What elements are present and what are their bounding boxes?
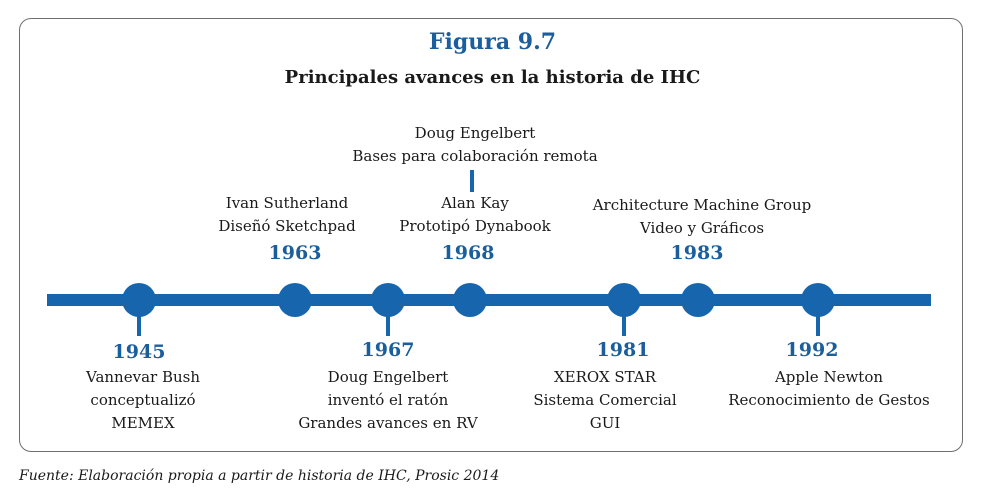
event-line: XEROX STAR [554,368,656,386]
event-line: Bases para colaboración remota [352,147,598,165]
event-description-1968-upper [335,122,615,168]
event-line: Doug Engelbert [327,368,449,386]
event-line: Doug Engelbert [414,124,536,142]
event-line: Grandes avances en RV [298,414,478,432]
event-line: GUI [589,414,621,432]
event-line: Sistema Comercial [533,391,677,409]
event-line: inventó el ratón [327,391,449,409]
event-line: Architecture Machine Group [592,196,812,214]
event-line: MEMEX [111,414,175,432]
event-line: Ivan Sutherland [225,194,349,212]
year-label-1968: 1968 [441,242,495,264]
figure-title: Principales avances en la historia de IHC [284,67,701,88]
timeline-marker-1968 [453,283,487,317]
event-line: Video y Gráficos [639,219,765,237]
stem-1981 [622,306,626,336]
timeline-marker-1963 [278,283,312,317]
event-line: Alan Kay [441,194,509,212]
event-description-1968 [355,192,595,238]
year-label-1983: 1983 [670,242,724,264]
event-line: Prototipó Dynabook [399,217,551,235]
event-description-1967 [268,366,508,435]
timeline-marker-1983 [681,283,715,317]
year-label-1945: 1945 [112,341,166,363]
event-line: Vannevar Bush [86,368,200,386]
year-label-1981: 1981 [596,339,650,361]
stem-1945 [137,306,141,336]
event-description-1981 [485,366,725,435]
event-line: conceptualizó [90,391,196,409]
event-line: Apple Newton [774,368,884,386]
year-label-1963: 1963 [268,242,322,264]
figure-number: Figura 9.7 [428,29,557,55]
stem-1968-upper [470,170,474,192]
year-label-1992: 1992 [785,339,839,361]
timeline-axis [47,294,931,306]
stem-1992 [816,306,820,336]
year-label-1967: 1967 [361,339,415,361]
event-description-1992 [709,366,949,412]
event-line: Reconocimiento de Gestos [728,391,930,409]
event-description-1945 [23,366,263,435]
source-note: Fuente: Elaboración propia a partir de historia de IHC, Prosic 2014 [19,468,500,484]
event-description-1983 [562,194,842,240]
event-line: Diseñó Sketchpad [218,217,356,235]
stem-1967 [386,306,390,336]
